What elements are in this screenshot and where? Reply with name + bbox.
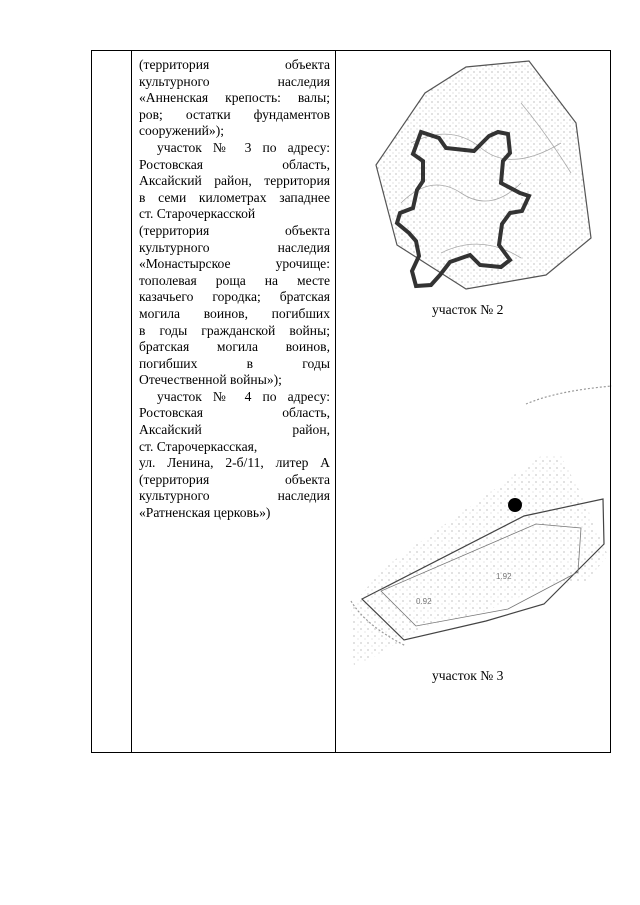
plan-3-caption: участок № 3 <box>432 668 504 683</box>
text-line: ров; остатки фундаментов <box>139 106 330 122</box>
text-line: «Монастырское урочище: <box>139 256 330 272</box>
text-line: могила воинов, погибших <box>139 305 330 321</box>
text-line: Аксайский район, <box>139 422 330 438</box>
plan-2-caption: участок № 2 <box>432 302 504 317</box>
text-line: ст. Старочеркасская, <box>139 438 258 454</box>
text-line: участок № 4 по адресу: <box>157 388 330 404</box>
terrain-boundary <box>376 61 591 289</box>
text-line: культурного наследия <box>139 239 330 255</box>
text-line: в годы гражданской войны; <box>139 322 330 338</box>
text-line: погибших в годы <box>139 355 330 371</box>
contour-label: 1.92 <box>496 572 512 581</box>
text-line: «Ратненская церковь») <box>139 505 271 521</box>
terrain-fragment <box>351 456 608 666</box>
text-line: культурного наследия <box>139 73 330 89</box>
document-table <box>91 50 611 753</box>
text-line: ул. Ленина, 2-б/11, литер А <box>139 455 330 471</box>
column-divider-1 <box>131 51 132 752</box>
church-marker <box>508 498 522 512</box>
text-line: ст. Старочеркасской <box>139 206 256 222</box>
text-line: Аксайский район, территория <box>139 173 330 189</box>
text-line: казачьего городка; братская <box>139 289 330 305</box>
text-line: Отечественной войны»); <box>139 372 282 388</box>
text-line: тополевая роща на месте <box>139 272 330 288</box>
text-line: (территория объекта <box>139 222 330 238</box>
text-line: (территория объекта <box>139 471 330 487</box>
text-line: сооружений»); <box>139 123 225 139</box>
site-plan-2 <box>371 53 606 298</box>
description-cell <box>139 57 330 522</box>
text-line: Ростовская область, <box>139 405 330 421</box>
plans-cell <box>336 51 610 752</box>
text-line: «Анненская крепость: валы; <box>139 90 330 106</box>
text-line: Ростовская область, <box>139 156 330 172</box>
text-line: участок № 3 по адресу: <box>157 139 330 155</box>
text-line: братская могила воинов, <box>139 339 330 355</box>
contour-label: 0.92 <box>416 597 432 606</box>
text-line: (территория объекта <box>139 57 330 72</box>
site-plan-3 <box>346 376 612 671</box>
text-line: культурного наследия <box>139 488 330 504</box>
text-line: в семи километрах западнее <box>139 189 330 205</box>
